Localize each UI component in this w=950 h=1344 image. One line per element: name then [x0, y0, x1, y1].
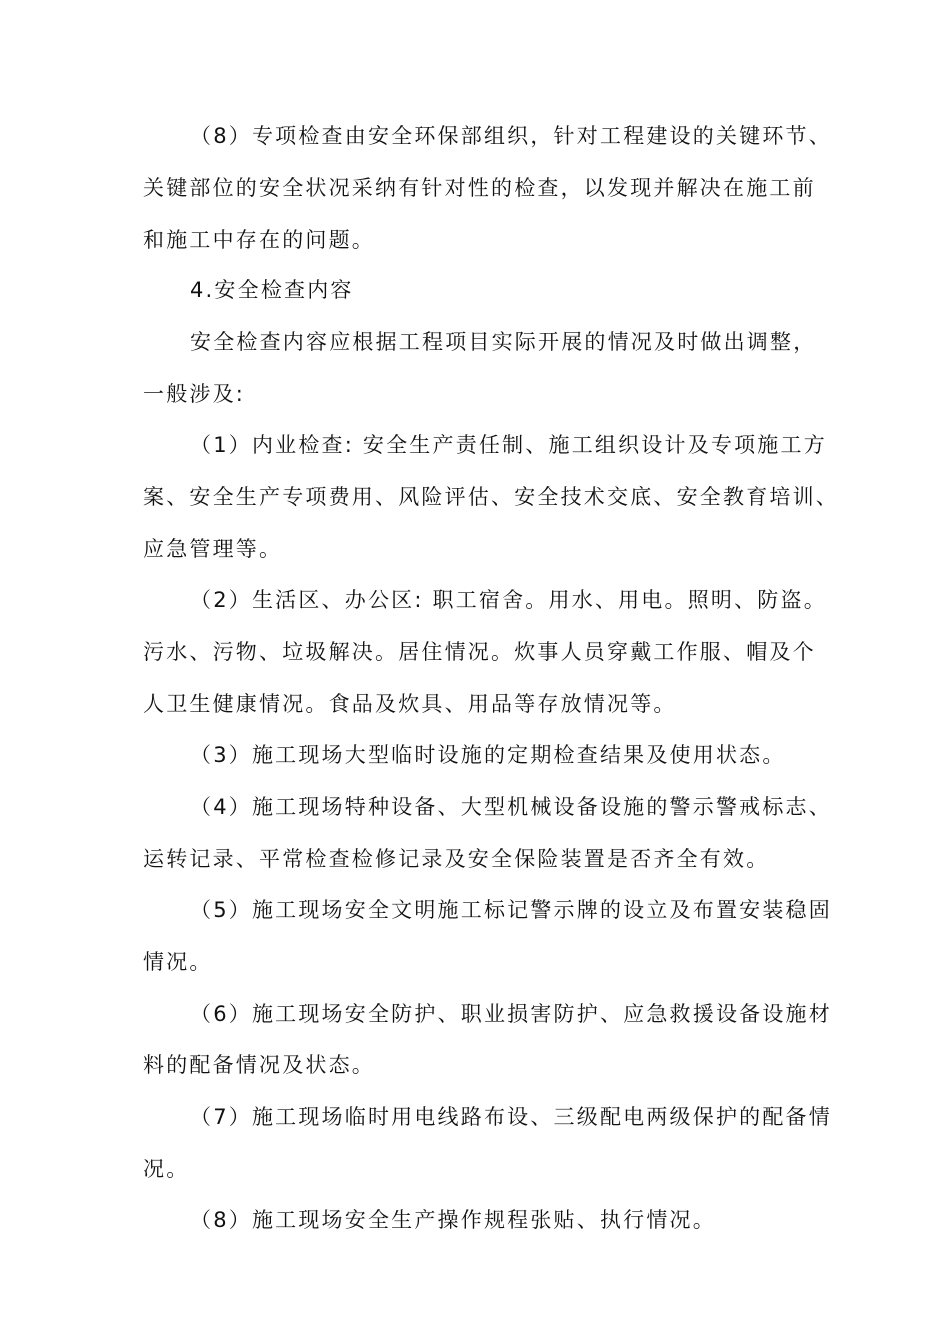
line-text: 运转记录、平常检查检修记录及安全保险装置是否齐全有效。: [143, 847, 770, 871]
line-text: （5）施工现场安全文明施工标记警示牌的设立及布置安装稳固: [190, 898, 832, 922]
text-line: [0, 168, 950, 208]
line-text: 污水、污物、垃圾解决。居住情况。炊事人员穿戴工作服、帽及个: [143, 640, 816, 664]
text-line: [0, 890, 950, 930]
text-line: [0, 839, 950, 879]
text-line: [0, 425, 950, 465]
heading-text: 4.安全检查内容: [190, 278, 354, 302]
text-line: [0, 1045, 950, 1085]
line-text: 案、安全生产专项费用、风险评估、安全技术交底、安全教育培训、: [143, 485, 839, 509]
text-line: [0, 1149, 950, 1189]
text-line: [0, 529, 950, 569]
text-line: [0, 1097, 950, 1137]
text-line: [0, 220, 950, 260]
line-text: 料的配备情况及状态。: [143, 1053, 375, 1077]
line-text: （3）施工现场大型临时设施的定期检查结果及使用状态。: [190, 743, 786, 767]
text-line: [0, 994, 950, 1034]
section-heading: [0, 270, 950, 310]
text-line: [0, 580, 950, 620]
line-text: 安全检查内容应根据工程项目实际开展的情况及时做出调整，: [190, 330, 817, 354]
text-line: [0, 116, 950, 156]
text-line: [0, 322, 950, 362]
text-line: [0, 942, 950, 982]
line-text: 应急管理等。: [143, 537, 283, 561]
line-text: （1）内业检查: 安全生产责任制、施工组织设计及专项施工方: [190, 433, 827, 457]
line-text: 人卫生健康情况。食品及炊具、用品等存放情况等。: [143, 692, 677, 716]
line-text: （2）生活区、办公区: 职工宿舍。用水、用电。照明、防盗。: [190, 588, 827, 612]
line-text: （4）施工现场特种设备、大型机械设备设施的警示警戒标志、: [190, 795, 832, 819]
line-text: 关键部位的安全状况采纳有针对性的检查，以发现并解决在施工前: [143, 176, 816, 200]
text-line: [0, 787, 950, 827]
line-text: （7）施工现场临时用电线路布设、三级配电两级保护的配备情: [190, 1105, 832, 1129]
text-line: [0, 735, 950, 775]
line-text: 情况。: [143, 950, 213, 974]
line-text: （8）专项检查由安全环保部组织，针对工程建设的关键环节、: [190, 124, 832, 148]
text-line: [0, 477, 950, 517]
text-line: [0, 374, 950, 414]
text-line: [0, 684, 950, 724]
line-text: （8）施工现场安全生产操作规程张贴、执行情况。: [190, 1208, 716, 1232]
line-text: 况。: [143, 1157, 190, 1181]
text-line: [0, 1200, 950, 1240]
line-text: 一般涉及:: [143, 382, 246, 406]
line-text: （6）施工现场安全防护、职业损害防护、应急救援设备设施材: [190, 1002, 832, 1026]
text-line: [0, 632, 950, 672]
line-text: 和施工中存在的问题。: [143, 228, 375, 252]
